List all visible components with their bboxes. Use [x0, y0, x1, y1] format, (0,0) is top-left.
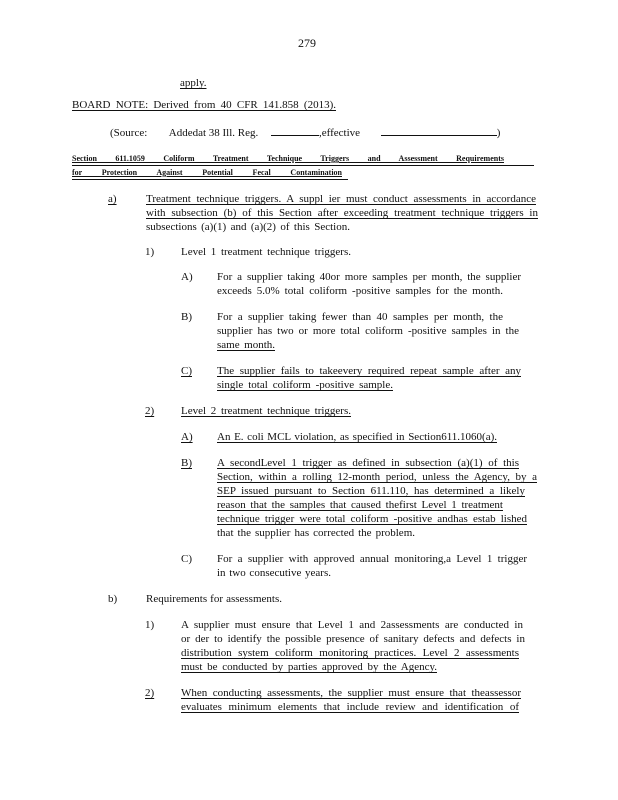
a1-A-line1: For a supplier taking 40or more samples per month, the supplier — [217, 271, 521, 283]
a2-B-line3: SEP issued pursuant to Section 611.110, has determined a likely — [217, 485, 525, 497]
subsection-a-line3: subsections (a)(1) and (a)(2) of this Section. — [146, 221, 350, 233]
page-number: 279 — [298, 36, 316, 50]
a1-B-label: B) — [181, 311, 192, 323]
a2-B-line5: technique trigger were total coliform -positive andhas estab lished — [217, 513, 527, 525]
a1-title: Level 1 treatment technique triggers. — [181, 246, 351, 258]
b1-line4: must be conducted by parties approved by the Agency. — [181, 661, 437, 673]
section-heading-line1: Section 611.1059 Coliform Treatment Technique Triggers and Assessment Requirements — [72, 154, 504, 163]
a2-B-line6: that the supplier has corrected the problem. — [217, 527, 415, 539]
a2-B-line1: A secondLevel 1 trigger as defined in subsection (a)(1) of this — [217, 457, 519, 469]
a2-A-line1: An E. coli MCL violation, as specified in Section611.1060(a). — [217, 431, 497, 443]
source-text: Addedat 38 Ill. Reg. — [168, 127, 259, 139]
a2-C-label: C) — [181, 553, 192, 565]
subsection-a-label: a) — [108, 193, 117, 205]
a1-C-line1: The supplier fails to takeevery required repeat sample after any — [217, 365, 521, 377]
a2-B-label: B) — [181, 457, 192, 469]
b2-line1: When conducting assessments, the supplier must ensure that theassessor — [181, 687, 521, 699]
subsection-a-line1: Treatment technique triggers. A suppl ier must conduct assessments in accordance — [146, 193, 536, 205]
a1-B-line2: supplier has two or more total coliform -positive samples in the — [217, 325, 519, 337]
b1-line1: A supplier must ensure that Level 1 and 2assessments are conducted in — [181, 619, 523, 631]
source-blank-effective — [381, 124, 497, 136]
source-line — [110, 124, 500, 140]
apply-line: apply. — [180, 77, 207, 89]
subsection-b-title: Requirements for assessments. — [146, 593, 282, 605]
a1-label: 1) — [145, 246, 155, 258]
a2-A-label: A) — [181, 431, 193, 443]
a2-B-line2: Section, within a rolling 12-month period, unless the Agency, by a — [217, 471, 537, 483]
source-effective: ,effective — [319, 127, 361, 139]
b1-label: 1) — [145, 619, 155, 631]
a1-B-line3: same month. — [217, 339, 275, 351]
source-suffix: ) — [496, 127, 501, 139]
section-heading-rule2 — [72, 179, 348, 180]
section-heading-rule1 — [72, 165, 534, 166]
section-heading-line2: for Protection Against Potential Fecal Contamination — [72, 168, 342, 177]
a2-B-line4: reason that the samples that caused thefirst Level 1 treatment — [217, 499, 503, 511]
a1-A-line2: exceeds 5.0% total coliform -positive samples for the month. — [217, 285, 503, 297]
subsection-a-line2: with subsection (b) of this Section after exceeding treatment technique triggers in — [146, 207, 538, 219]
b1-line2: or der to identify the possible presence of sanitary defects and defects in — [181, 633, 525, 645]
a2-C-line2: in two consecutive years. — [217, 567, 331, 579]
source-blank-register — [271, 124, 319, 136]
subsection-b-label: b) — [108, 593, 118, 605]
b2-label: 2) — [145, 687, 155, 699]
b2-line2: evaluates minimum elements that include review and identification of — [181, 701, 519, 713]
b1-line3: distribution system coliform monitoring practices. Level 2 assessments — [181, 647, 519, 659]
a1-A-label: A) — [181, 271, 193, 283]
a2-label: 2) — [145, 405, 155, 417]
a2-C-line1: For a supplier with approved annual monitoring,a Level 1 trigger — [217, 553, 527, 565]
a1-C-label: C) — [181, 365, 192, 377]
a1-B-line1: For a supplier taking fewer than 40 samples per month, the — [217, 311, 503, 323]
a1-C-line2: single total coliform -positive sample. — [217, 379, 393, 391]
source-prefix: (Source: — [110, 127, 148, 139]
a2-title: Level 2 treatment technique triggers. — [181, 405, 351, 417]
board-note: BOARD NOTE: Derived from 40 CFR 141.858 (2013). — [72, 99, 336, 111]
